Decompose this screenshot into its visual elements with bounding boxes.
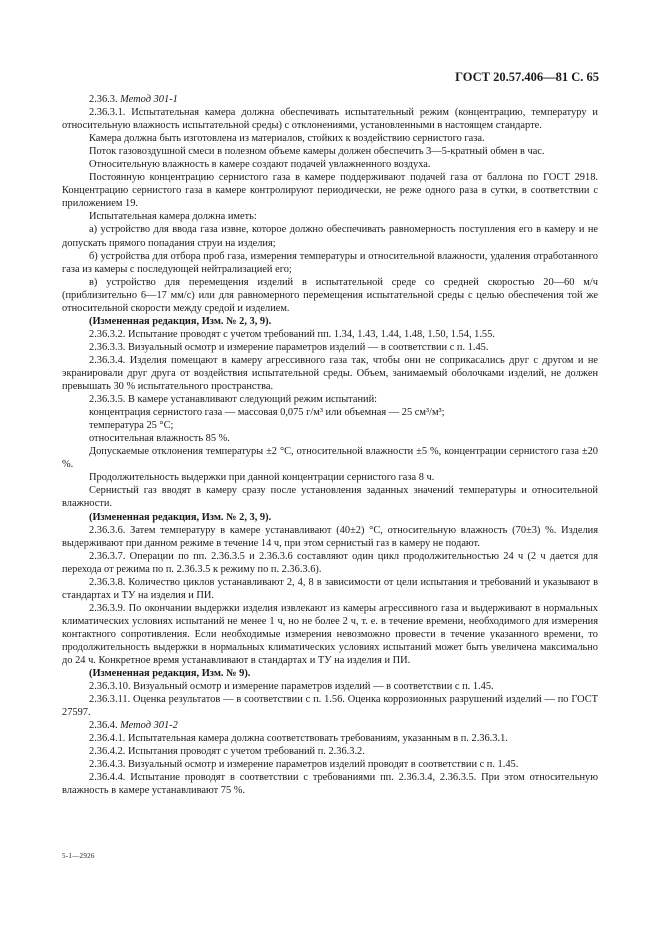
paragraph: 2.36.3.4. Изделия помещают в камеру агрессивного газа так, чтобы они не соприкасались друг с другом и не экранировали друг друга от воздействия испытательной среды. Объем, занимаемый оболочками изделий, не должен превышать 30 % испытательного пространства.: [62, 354, 598, 393]
paragraph: 2.36.3.5. В камере устанавливают следующий режим испытаний:: [89, 394, 378, 406]
paragraph: Поток газовоздушной смеси в полезном объеме камеры должен обеспечить 3—5-кратный обмен в час.: [89, 146, 545, 158]
amendment-note: (Измененная редакция, Изм. № 9).: [89, 668, 251, 680]
paragraph: Испытательная камера должна иметь:: [89, 211, 257, 223]
section-heading: [62, 93, 598, 106]
section-heading: [62, 719, 598, 732]
paragraph: в) устройство для перемещения изделий в испытательной среде со средней скоростью 20—60 м/ч (приблизительно 6—17 мм/с) или для равномерного перемещения испытательной среды с целью обеспечения той же относительной скорости между средой и изделием.: [62, 276, 598, 314]
paragraph: концентрация сернистого газа — массовая 0,075 г/м³ или объемная — 25 см³/м³;: [89, 407, 445, 419]
section-number: 2.36.4.: [89, 720, 121, 732]
paragraph: а) устройство для ввода газа извне, которое должно обеспечивать равномерность поступления его в камеру и не допускать прямого попадания струи на изделия;: [62, 224, 598, 249]
paragraph: Сернистый газ вводят в камеру сразу после установления заданных значений температуры и относительной влажности.: [62, 485, 598, 510]
method-title: Метод 301-1: [120, 94, 178, 105]
paragraph: 2.36.3.8. Количество циклов устанавливают 2, 4, 8 в зависимости от цели испытания и требований и указывают в стандартах и ТУ на изделия и ПИ.: [62, 576, 598, 601]
paragraph: 2.36.3.9. По окончании выдержки изделия извлекают из камеры агрессивного газа и выдерживают в нормальных климатических условиях испытаний не менее 1 ч, но не более 2 ч, т. е. в течение времени, необходимого для измерения контактного сопротивления. Если необходимые измерения невозможно провести в течение указанного времени, то продолжительность выдержки в нормальных климатических условиях испытаний может быть увеличена максимально до 24 ч. Конкретное время устанавливают в стандартах и ТУ на изделия и ПИ.: [62, 602, 598, 667]
paragraph: Допускаемые отклонения температуры ±2 °С, относительной влажности ±5 %, концентрации сернистого газа ±20 %.: [62, 446, 598, 471]
section-number: 2.36.3.: [89, 94, 121, 105]
paragraph: 2.36.3.1. Испытательная камера должна обеспечивать испытательный режим (концентрацию, температуру и относительную влажность испытательной среды) с отклонениями, установленными в настоящем стандарте.: [62, 107, 598, 132]
paragraph: 2.36.3.7. Операции по пп. 2.36.3.5 и 2.36.3.6 составляют один цикл продолжительностью 24 ч (2 ч дается для перехода от режима по п. 2.36.3.5 к режиму по п. 2.36.3.6).: [62, 550, 598, 575]
document-body: [62, 93, 598, 798]
paragraph: Постоянную концентрацию сернистого газа в камере поддерживают подачей газа от баллона по ГОСТ 2918. Концентрацию сернистого газа в камере контролируют периодически, не реже одного раза в сутки, в соответствии с приложением 19.: [62, 172, 598, 210]
paragraph: 2.36.3.6. Затем температуру в камере устанавливают (40±2) °С, относительную влажность (70±3) %. Изделия выдерживают при данном режиме в течение 14 ч, при этом сернистый газ в камеру не подают.: [62, 524, 598, 549]
paragraph: температура 25 °С;: [89, 420, 174, 432]
paragraph: 2.36.3.3. Визуальный осмотр и измерение параметров изделий — в соответствии с п. 1.45.: [89, 341, 489, 353]
paragraph: 2.36.3.10. Визуальный осмотр и измерение параметров изделий — в соответствии с п. 1.45.: [89, 681, 494, 693]
page-header: ГОСТ 20.57.406—81 С. 65: [455, 70, 599, 84]
paragraph: Относительную влажность в камере создают подачей увлажненного воздуха.: [89, 159, 431, 171]
paragraph: 2.36.3.11. Оценка результатов — в соответствии с п. 1.56. Оценка коррозионных разрушений изделий — по ГОСТ 27597.: [62, 694, 598, 719]
paragraph: 2.36.3.2. Испытание проводят с учетом требований пп. 1.34, 1.43, 1.44, 1.48, 1.50, 1.54, 1.55.: [89, 328, 495, 340]
paragraph: относительная влажность 85 %.: [89, 433, 230, 445]
amendment-note: (Измененная редакция, Изм. № 2, 3, 9).: [89, 511, 272, 523]
paragraph: Камера должна быть изготовлена из материалов, стойких к воздействию сернистого газа.: [89, 133, 485, 145]
paragraph: Продолжительность выдержки при данной концентрации сернистого газа 8 ч.: [89, 472, 435, 484]
paragraph: б) устройства для отбора проб газа, измерения температуры и относительной влажности, удаления отработанного газа из камеры с последующей нейтрализацией его;: [62, 250, 598, 275]
paragraph: 2.36.4.4. Испытание проводят в соответствии с требованиями пп. 2.36.3.4, 2.36.3.5. При этом относительную влажность в камере устанавливают 75 %.: [62, 772, 598, 797]
paragraph: 2.36.4.2. Испытания проводят с учетом требований п. 2.36.3.2.: [89, 746, 365, 758]
paragraph: 2.36.4.3. Визуальный осмотр и измерение параметров изделий проводят в соответствии с п. 1.45.: [89, 759, 519, 771]
paragraph: 2.36.4.1. Испытательная камера должна соответствовать требованиям, указанным в п. 2.36.3.1.: [89, 733, 508, 745]
print-code: 5-1—2926: [62, 852, 95, 860]
method-title: Метод 301-2: [120, 720, 178, 732]
amendment-note: (Измененная редакция, Изм. № 2, 3, 9).: [89, 315, 272, 327]
